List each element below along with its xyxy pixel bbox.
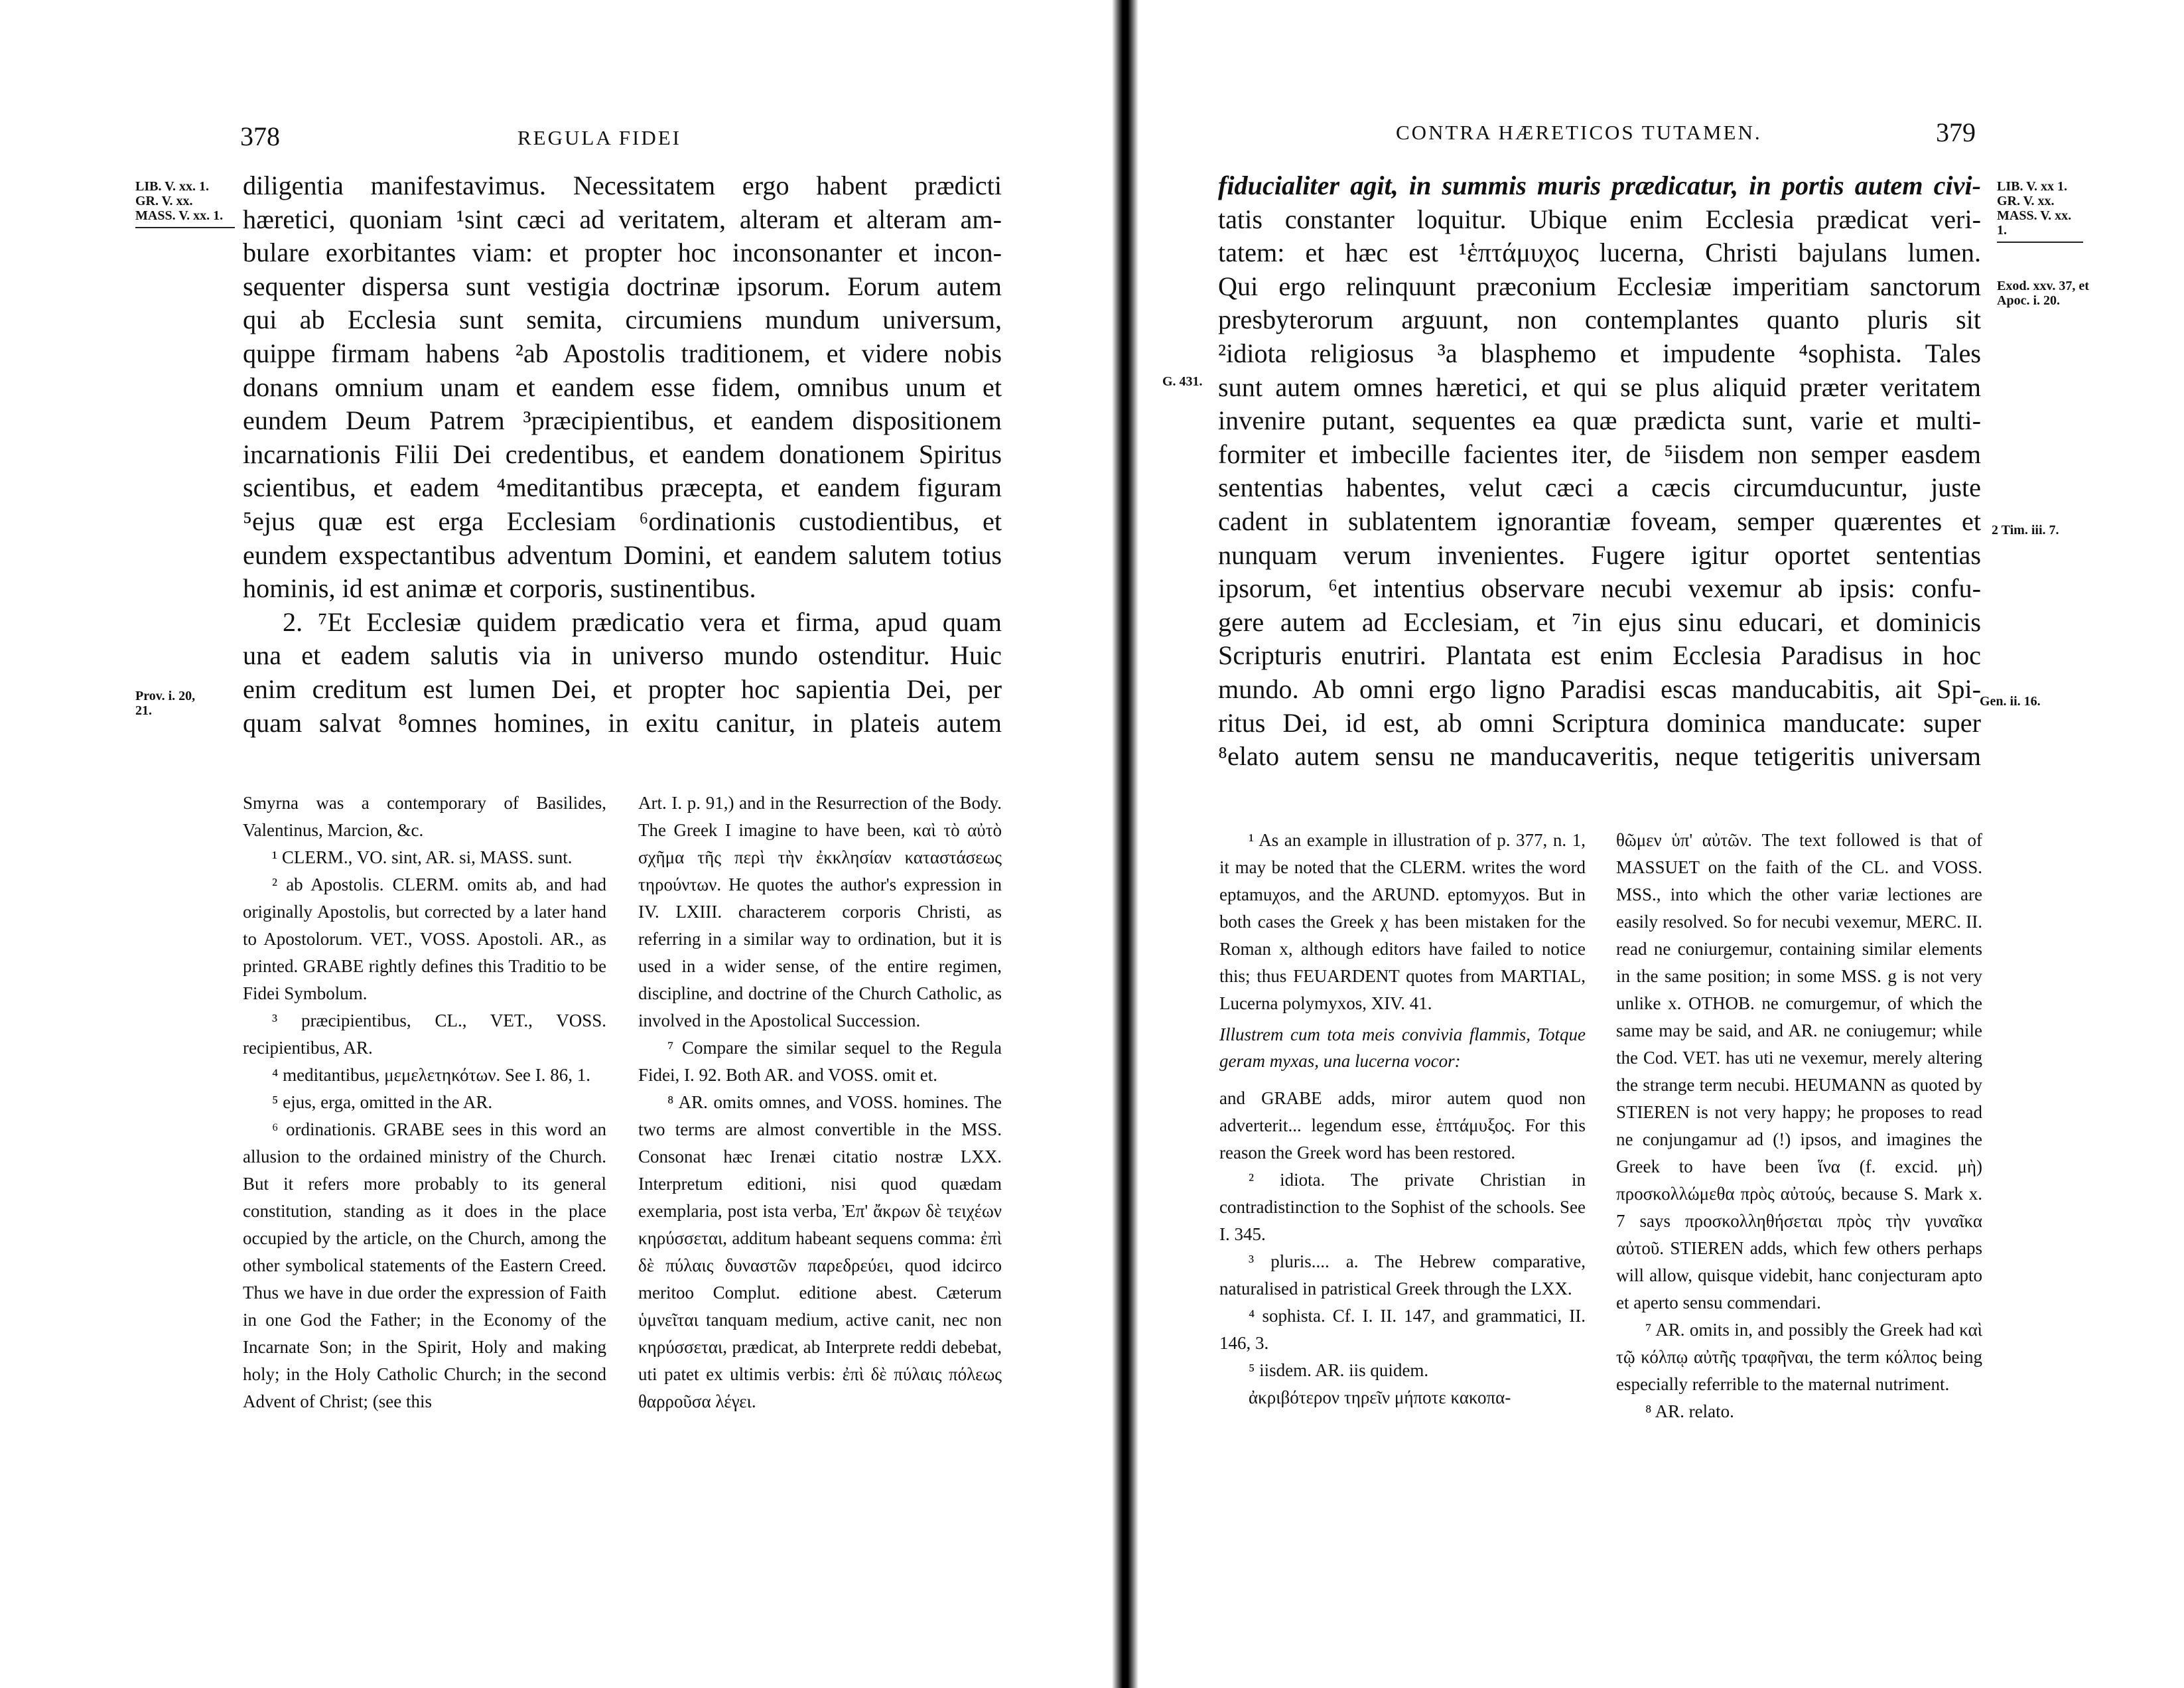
footnote: ⁶ ordinationis. GRABE sees in this word an allusion to the ordained ministry of the Church. But it refers more probably to its general constitution, standing as it does in the place occupied by the article, on the Church, among the other symbolical statements of the Eastern Creed. Thus we have in due order the expression of Faith in one God the Father; in the Economy of the Incarnate Son; in the Spirit, Holy and making holy; in the Holy Catholic Church; in the second Advent of Christ; (see this xyxy=(243,1119,606,1411)
footnote: ⁴ sophista. Cf. I. II. 147, and grammatici, II. 146, 3. xyxy=(1219,1306,1586,1353)
footnote: ¹ As an example in illustration of p. 377, n. 1, it may be noted that the CLERM. writes the word eptamuχos, and the ARUND. eptomyχos. But in both cases the Greek χ has been mistaken for the Roman x, although editors have failed to notice this; thus FEUARDENT quotes from MARTIAL, Lucerna polymyxos, XIV. 41. xyxy=(1219,830,1586,1013)
footnote: ³ pluris.... a. The Hebrew comparative, naturalised in patristical Greek through the LXX. xyxy=(1219,1251,1586,1299)
text-line: ⁵ejus quæ est erga Ecclesiam ⁶ordinationis custodientibus, et xyxy=(243,506,1002,536)
running-head: CONTRA HÆRETICOS TUTAMEN. xyxy=(1396,121,1762,144)
text-line: ²idiota religiosus ³a blasphemo et impudente ⁴sophista. Tales xyxy=(1218,338,1981,368)
footnote: and GRABE adds, miror autem quod non adverterit... legendum esse, ἑπτάμυξος. For this reason the Greek word has been restored. xyxy=(1219,1088,1586,1162)
footnotes-column-2 xyxy=(1616,827,1982,1425)
margin-reference: LIB. V. xx 1. GR. V. xx. MASS. V. xx. 1. xyxy=(1997,179,2083,243)
text-line: donans omnium unam et eandem esse fidem, omnibus unum et xyxy=(243,372,1002,402)
text-line: cadent in sublatentem ignorantiæ foveam, semper quærentes et xyxy=(1218,506,1981,536)
footnote: Smyrna was a contemporary of Basilides, Valentinus, Marcion, &c. xyxy=(243,793,606,840)
main-text xyxy=(243,169,1002,740)
footnote: ² idiota. The private Christian in contradistinction to the Sophist of the schools. See I. 345. xyxy=(1219,1170,1586,1244)
text-line: presbyterorum arguunt, non contemplantes quanto pluris sit xyxy=(1218,305,1981,335)
text-line: fiducialiter agit, in summis muris prædicatur, in portis autem civi- xyxy=(1218,171,1981,200)
text-line: ritus Dei, id est, ab omni Scriptura dominica manducate: super xyxy=(1218,707,1981,738)
book-gutter xyxy=(1112,0,1138,1688)
margin-reference: Gen. ii. 16. xyxy=(1980,694,2041,709)
text-line: quippe firmam habens ²ab Apostolis traditionem, et videre nobis xyxy=(243,338,1002,368)
footnote: ³ præcipientibus, CL., VET., VOSS. recipientibus, AR. xyxy=(243,1011,606,1058)
footnote: ⁷ Compare the similar sequel to the Regula Fidei, I. 92. Both AR. and VOSS. omit et. xyxy=(638,1038,1002,1085)
margin-reference: 2 Tim. iii. 7. xyxy=(1992,523,2059,537)
text-line: Qui ergo relinquunt præconium Ecclesiæ imperitiam sanctorum xyxy=(1218,271,1981,301)
verse-quotation: Illustrem cum tota meis convivia flammis, Totque geram myxas, una lucerna vocor: xyxy=(1219,1024,1586,1071)
footnote: ⁸ AR. omits omnes, and VOSS. homines. The two terms are almost convertible in the MSS. Consonat hæc Irenæi citatio nostræ LXX. Interpretum editioni, nisi quod quædam exemplaria, post ista verba, Ἐπ' ἄκρων δὲ τειχέων κηρύσσεται, additum habeant sequens comma: ἐπὶ δὲ πύλαις δυναστῶν παρεδρεύει, quod idcirco meritoo Complut. editione abest. Cæterum ὑμνεῖται tanquam medium, active canit, nec non κηρύσσεται, prædicat, ab Interprete reddi debebat, uti patet ex ultimis verbis: ἐπὶ δὲ πύλαις πόλεως θαρροῦσα λέγει. xyxy=(638,1092,1002,1411)
text-line: quam salvat ⁸omnes homines, in exitu canitur, in plateis autem xyxy=(243,707,1002,738)
main-text xyxy=(1218,169,1981,774)
text-line: qui ab Ecclesia sunt semita, circumiens mundum universum, xyxy=(243,305,1002,335)
text-line: hæretici, quoniam ¹sint cæci ad veritatem, alteram et alteram am- xyxy=(243,204,1002,234)
running-head: REGULA FIDEI xyxy=(517,126,681,149)
footnote: ⁵ iisdem. AR. iis quidem. xyxy=(1249,1360,1429,1380)
footnotes-column-1 xyxy=(243,790,606,1415)
footnote: θῶμεν ὑπ' αὐτῶν. The text followed is that of MASSUET on the faith of the CL. and VOSS. MSS., into which the other variæ lectiones are easily resolved. So for necubi vexemur, MERC. II. read ne coniurgemur, containing similar elements in the same position; in some MSS. g is not very unlike x. OTHOB. ne comurgemur, of which the same may be said, and AR. ne coniugemur; while the Cod. VET. has uti ne vexemur, merely altering the strange term necubi. HEUMANN as quoted by STIEREN is not very happy; he proposes to read ne conjungamur ad (!) ipsos, and imagines the Greek to have been ἵνα (f. excid. μὴ) προσκολλώμεθα πρὸς αὐτούς, because S. Mark x. 7 says προσκολληθήσεται πρὸς τὴν γυναῖκα αὐτοῦ. STIEREN adds, which few others perhaps will allow, quisque videbit, hanc conjecturam apto et aperto sensu commendari. xyxy=(1616,830,1982,1312)
page-number: 378 xyxy=(240,121,280,151)
text-line: mundo. Ab omni ergo ligno Paradisi escas manducabitis, ait Spi- xyxy=(1218,673,1981,704)
text-line: gere autem ad Ecclesiam, et ⁷in ejus sinu educari, et dominicis xyxy=(1218,606,1981,637)
footnote: ² ab Apostolis. CLERM. omits ab, and had originally Apostolis, but corrected by a later hand to Apostolorum. VET., VOSS. Apostoli. AR., as printed. GRABE rightly defines this Traditio to be Fidei Symbolum. xyxy=(243,875,606,1003)
text-line: eundem Deum Patrem ³præcipientibus, et eandem dispositionem xyxy=(243,405,1002,436)
text-line: eundem exspectantibus adventum Domini, et eandem salutem totius xyxy=(243,539,1002,570)
footnotes-column-1 xyxy=(1219,827,1586,1411)
text-line: ipsorum, ⁶et intentius observare necubi vexemur ab ipsis: confu- xyxy=(1218,573,1981,604)
text-line: diligentia manifestavimus. Necessitatem ergo habent prædicti xyxy=(243,171,1002,200)
footnote: ⁵ ejus, erga, omitted in the AR. xyxy=(272,1092,493,1112)
right-page xyxy=(1138,0,2184,1688)
margin-reference: Exod. xxv. 37, et Apoc. i. 20. xyxy=(1997,279,2089,308)
text-line: Scripturis enutriri. Plantata est enim Ecclesia Paradisus in hoc xyxy=(1218,640,1981,671)
text-line: una et eadem salutis via in universo mundo ostenditur. Huic xyxy=(243,640,1002,671)
text-line: nunquam verum invenientes. Fugere igitur oportet sententias xyxy=(1218,539,1981,570)
footnote: ἀκριβότερον τηρεῖν μήποτε κακοπα- xyxy=(1249,1387,1511,1407)
page-number: 379 xyxy=(1936,117,1976,147)
text-line: hominis, id est animæ et corporis, sustinentibus. xyxy=(243,573,756,604)
margin-reference: LIB. V. xx. 1. GR. V. xx. MASS. V. xx. 1. xyxy=(135,179,235,228)
text-line: ⁸elato autem sensu ne manducaveritis, neque tetigeritis universam xyxy=(1218,741,1981,772)
text-line: bulare exorbitantes viam: et propter hoc inconsonanter et incon- xyxy=(243,238,1002,268)
margin-reference: G. 431. xyxy=(1162,374,1203,389)
footnote: ⁸ AR. relato. xyxy=(1645,1401,1734,1421)
footnotes-column-2 xyxy=(638,790,1002,1415)
text-line: invenire putant, sequentes ea quæ prædicta sunt, varie et multi- xyxy=(1218,405,1981,436)
text-line: sententias habentes, velut cæci a cæcis circumducuntur, juste xyxy=(1218,472,1981,503)
text-line: 2. ⁷Et Ecclesiæ quidem prædicatio vera et firma, apud quam xyxy=(283,606,1002,637)
footnote: ¹ CLERM., VO. sint, AR. si, MASS. sunt. xyxy=(272,847,573,867)
text-line: scientibus, et eadem ⁴meditantibus præcepta, et eandem figuram xyxy=(243,472,1002,503)
footnote: Art. I. p. 91,) and in the Resurrection of the Body. The Greek I imagine to have been, καὶ τὸ αὐτὸ σχῆμα τῆς περὶ τὴν ἐκκλησίαν καταστάσεως τηρούντων. He quotes the author's expression in IV. LXIII. characterem corporis Christi, as referring in a similar way to ordination, but it is used in a wider sense, of the entire regimen, discipline, and doctrine of the Church Catholic, as involved in the Apostolical Succession. xyxy=(638,793,1002,1030)
text-line: sequenter dispersa sunt vestigia doctrinæ ipsorum. Eorum autem xyxy=(243,271,1002,301)
footnote: ⁴ meditantibus, μεμελετηκότων. See I. 86, 1. xyxy=(272,1065,590,1085)
text-line: tatis constanter loquitur. Ubique enim Ecclesia prædicat veri- xyxy=(1218,204,1981,234)
text-line: sunt autem omnes hæretici, et qui se plus aliquid præter veritatem xyxy=(1218,372,1981,402)
text-line: formiter et imbecille facientes iter, de ⁵iisdem non semper easdem xyxy=(1218,439,1981,469)
text-line: enim creditum est lumen Dei, et propter hoc sapientia Dei, per xyxy=(243,673,1002,704)
text-line: tatem: et hæc est ¹ἑπτάμυχος lucerna, Christi bajulans lumen. xyxy=(1218,238,1981,268)
text-line: incarnationis Filii Dei credentibus, et eandem donationem Spiritus xyxy=(243,439,1002,469)
footnote: ⁷ AR. omits in, and possibly the Greek had καὶ τῷ κόλπῳ αὐτῆς τραφῆναι, the term κόλπος being especially referrible to the maternal nutriment. xyxy=(1616,1320,1982,1394)
margin-reference: Prov. i. 20, 21. xyxy=(135,689,196,718)
